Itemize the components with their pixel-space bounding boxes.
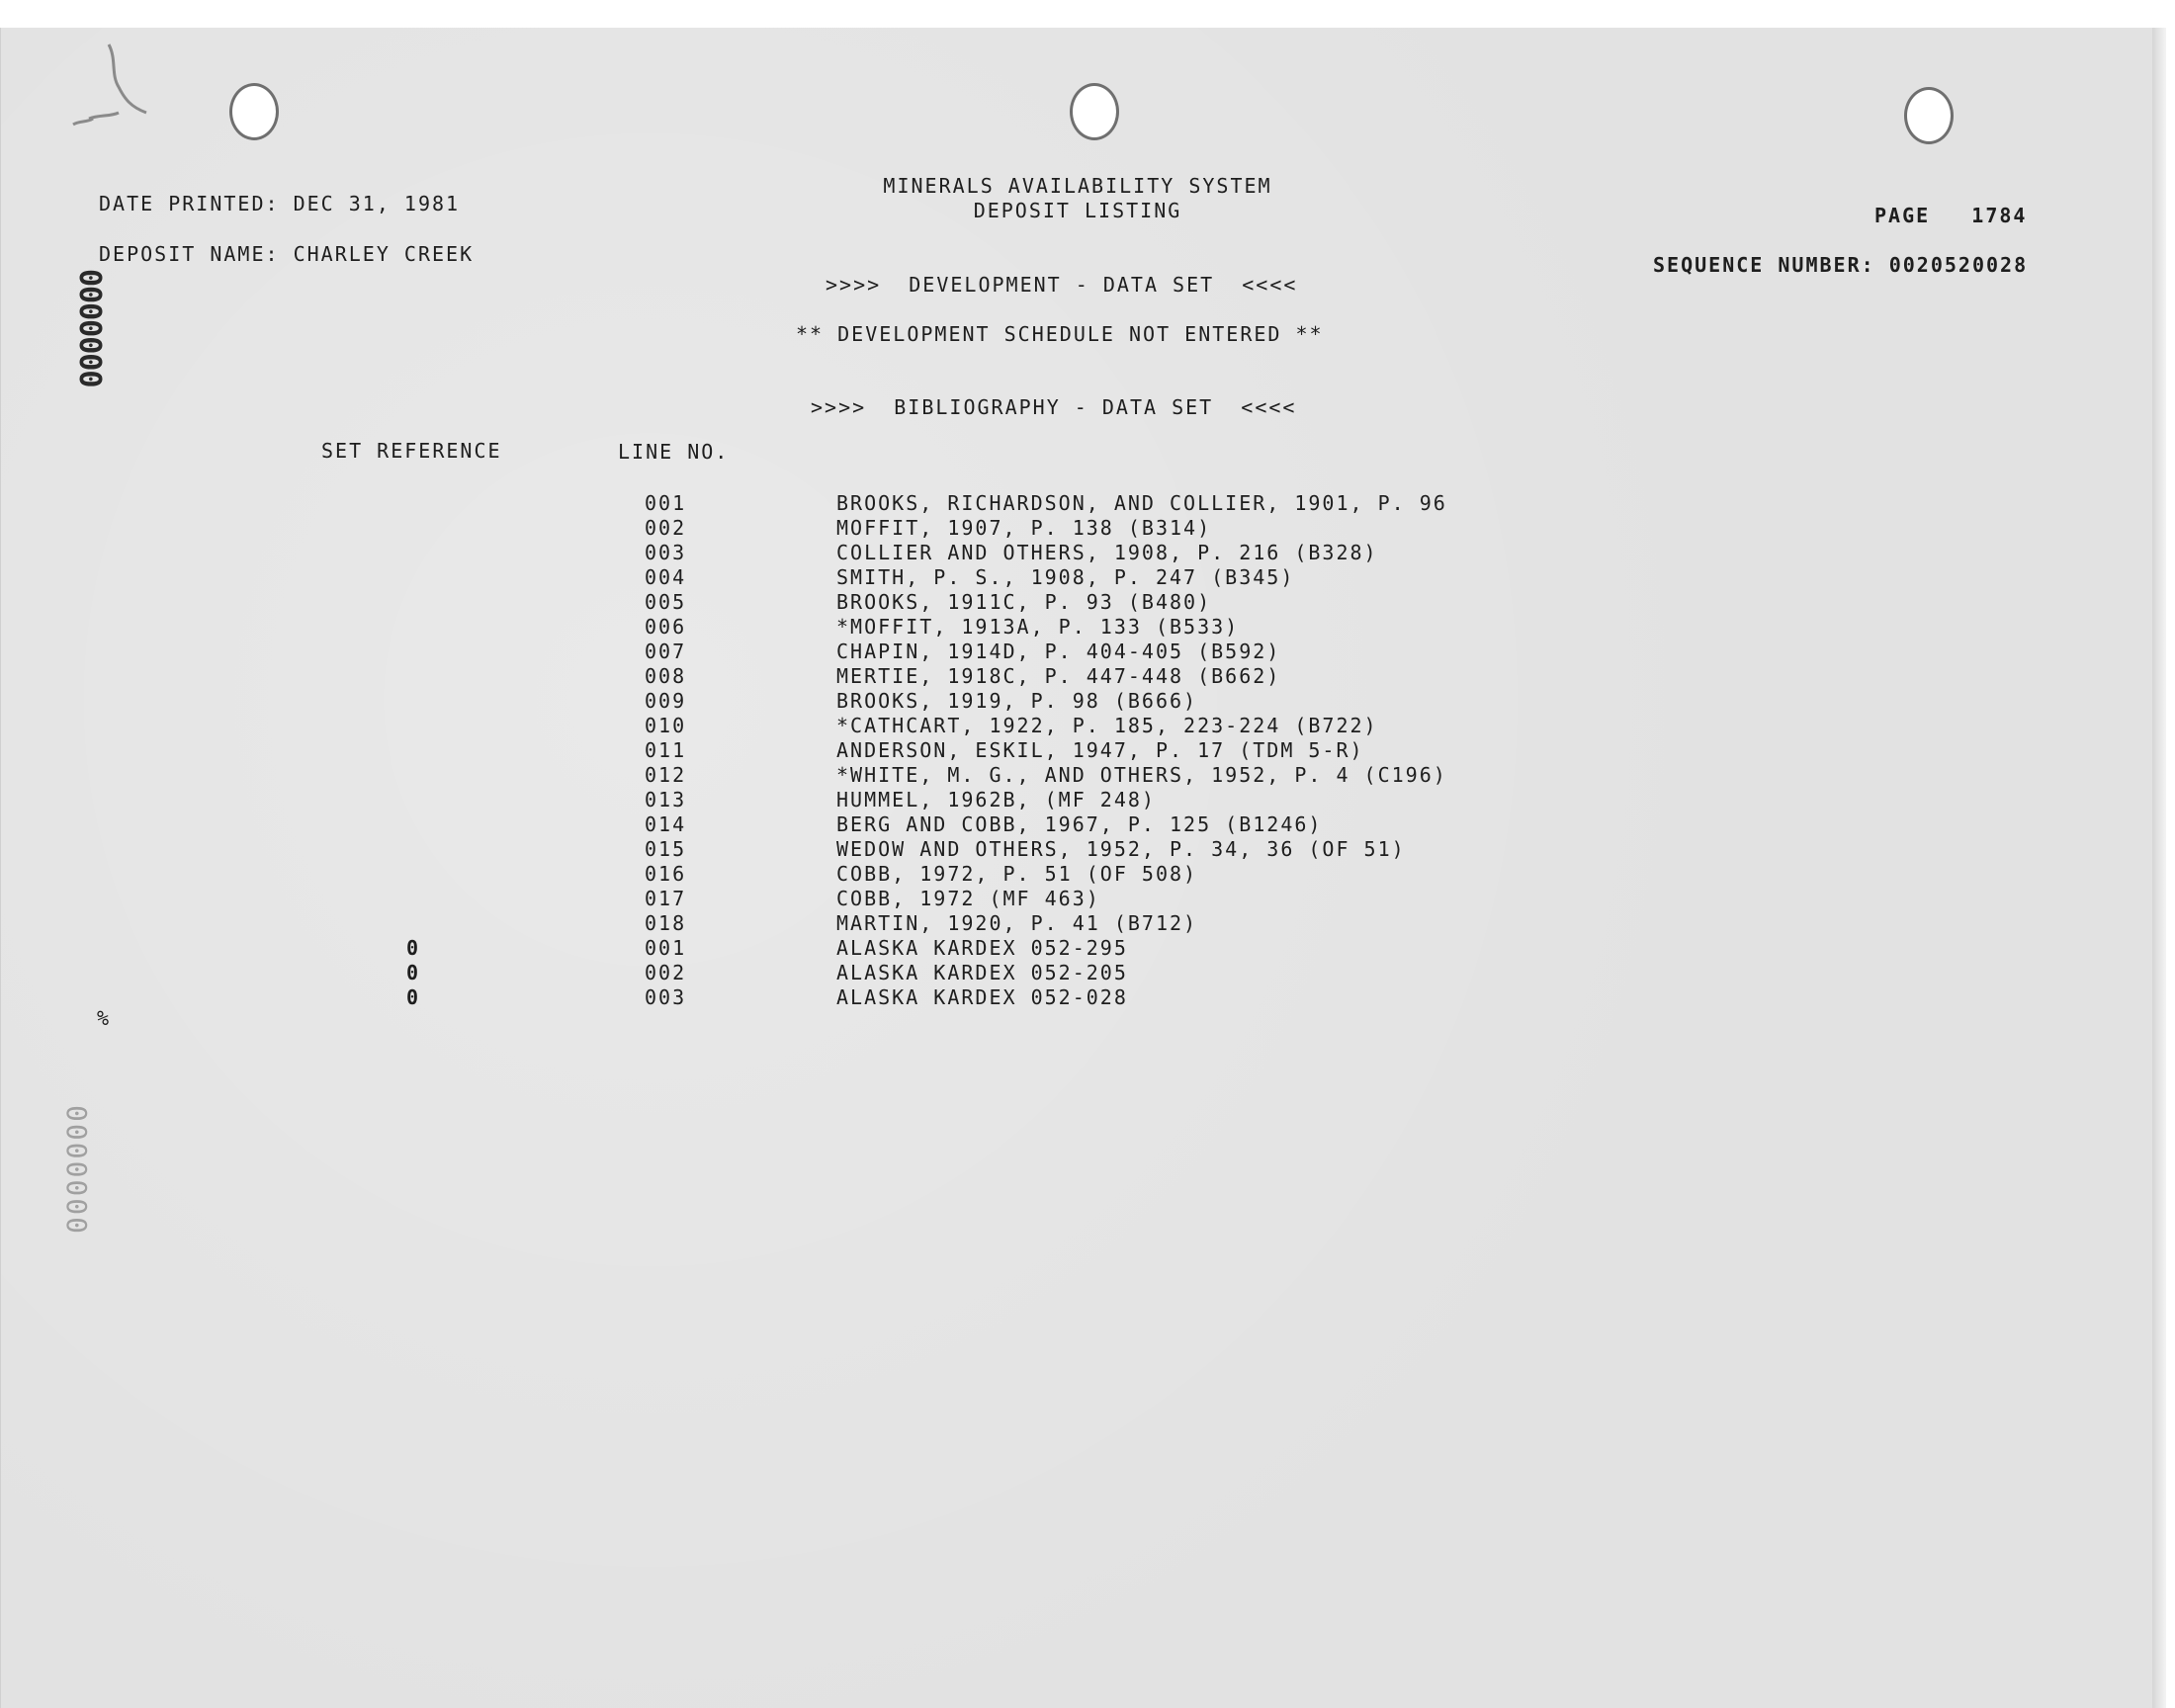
line-number-cell: 002 [645, 961, 687, 984]
table-row [0, 887, 2175, 911]
reference-cell: SMITH, P. S., 1908, P. 247 (B345) [836, 565, 1295, 589]
set-reference-cell: 0 [406, 961, 421, 984]
line-number-cell: 008 [645, 664, 687, 688]
table-row [0, 689, 2175, 714]
punch-hole-right [1904, 87, 1954, 144]
line-number-cell: 003 [645, 985, 687, 1009]
table-row [0, 862, 2175, 887]
reference-cell: HUMMEL, 1962B, (MF 248) [836, 788, 1156, 811]
reference-cell: ALASKA KARDEX 052-205 [836, 961, 1128, 984]
line-number-cell: 010 [645, 714, 687, 737]
line-number-cell: 001 [645, 491, 687, 515]
punch-hole-left [229, 83, 279, 140]
line-number-cell: 004 [645, 565, 687, 589]
development-heading: >>>> DEVELOPMENT - DATA SET <<<< [826, 273, 1298, 297]
reference-cell: COBB, 1972, P. 51 (OF 508) [836, 862, 1198, 886]
table-row [0, 837, 2175, 862]
reference-cell: MOFFIT, 1907, P. 138 (B314) [836, 516, 1212, 540]
reference-cell: BROOKS, 1911C, P. 93 (B480) [836, 590, 1212, 614]
table-row [0, 565, 2175, 590]
margin-stamp-top: 0000000 [72, 269, 107, 387]
percent-mark: % [97, 1006, 112, 1030]
line-number-cell: 012 [645, 763, 687, 787]
line-number-cell: 017 [645, 887, 687, 910]
table-row [0, 812, 2175, 837]
table-row [0, 640, 2175, 664]
reference-cell: BROOKS, 1919, P. 98 (B666) [836, 689, 1198, 713]
table-row [0, 936, 2175, 961]
table-row [0, 491, 2175, 516]
line-number-cell: 014 [645, 812, 687, 836]
table-row [0, 961, 2175, 985]
column-header-set-reference: SET REFERENCE [321, 439, 502, 463]
line-number-cell: 001 [645, 936, 687, 960]
table-row [0, 911, 2175, 936]
reference-cell: COBB, 1972 (MF 463) [836, 887, 1100, 910]
line-number-cell: 015 [645, 837, 687, 861]
reference-cell: BERG AND COBB, 1967, P. 125 (B1246) [836, 812, 1323, 836]
table-row [0, 615, 2175, 640]
page-number: PAGE 1784 [1874, 204, 2028, 227]
line-number-cell: 006 [645, 615, 687, 639]
table-row [0, 763, 2175, 788]
deposit-name: DEPOSIT NAME: CHARLEY CREEK [99, 242, 475, 266]
reference-cell: *WHITE, M. G., AND OTHERS, 1952, P. 4 (C196) [836, 763, 1447, 787]
reference-cell: WEDOW AND OTHERS, 1952, P. 34, 36 (OF 51) [836, 837, 1406, 861]
punch-hole-center [1070, 83, 1119, 140]
line-number-cell: 003 [645, 541, 687, 564]
listing-title: DEPOSIT LISTING [973, 199, 1182, 222]
table-row [0, 590, 2175, 615]
reference-cell: MARTIN, 1920, P. 41 (B712) [836, 911, 1198, 935]
reference-cell: *CATHCART, 1922, P. 185, 223-224 (B722) [836, 714, 1378, 737]
reference-cell: ANDERSON, ESKIL, 1947, P. 17 (TDM 5-R) [836, 738, 1364, 762]
line-number-cell: 018 [645, 911, 687, 935]
column-header-line-no: LINE NO. [618, 440, 730, 464]
line-number-cell: 016 [645, 862, 687, 886]
line-number-cell: 013 [645, 788, 687, 811]
set-reference-cell: 0 [406, 936, 421, 960]
table-row [0, 516, 2175, 541]
reference-cell: MERTIE, 1918C, P. 447-448 (B662) [836, 664, 1281, 688]
reference-cell: BROOKS, RICHARDSON, AND COLLIER, 1901, P. 96 [836, 491, 1447, 515]
table-row [0, 714, 2175, 738]
table-row [0, 985, 2175, 1010]
set-reference-cell: 0 [406, 985, 421, 1009]
line-number-cell: 011 [645, 738, 687, 762]
table-row [0, 738, 2175, 763]
line-number-cell: 002 [645, 516, 687, 540]
date-printed: DATE PRINTED: DEC 31, 1981 [99, 192, 461, 215]
table-row [0, 788, 2175, 812]
reference-cell: *MOFFIT, 1913A, P. 133 (B533) [836, 615, 1240, 639]
table-row [0, 541, 2175, 565]
reference-cell: COLLIER AND OTHERS, 1908, P. 216 (B328) [836, 541, 1378, 564]
system-title: MINERALS AVAILABILITY SYSTEM [883, 174, 1272, 198]
line-number-cell: 009 [645, 689, 687, 713]
sequence-number: SEQUENCE NUMBER: 0020520028 [1653, 253, 2029, 277]
bibliography-heading: >>>> BIBLIOGRAPHY - DATA SET <<<< [811, 395, 1297, 419]
pencil-mark [59, 40, 178, 138]
reference-cell: CHAPIN, 1914D, P. 404-405 (B592) [836, 640, 1281, 663]
margin-stamp-bottom: 0000000 [60, 1105, 93, 1237]
development-status: ** DEVELOPMENT SCHEDULE NOT ENTERED ** [796, 322, 1324, 346]
reference-cell: ALASKA KARDEX 052-295 [836, 936, 1128, 960]
reference-cell: ALASKA KARDEX 052-028 [836, 985, 1128, 1009]
line-number-cell: 007 [645, 640, 687, 663]
line-number-cell: 005 [645, 590, 687, 614]
table-row [0, 664, 2175, 689]
